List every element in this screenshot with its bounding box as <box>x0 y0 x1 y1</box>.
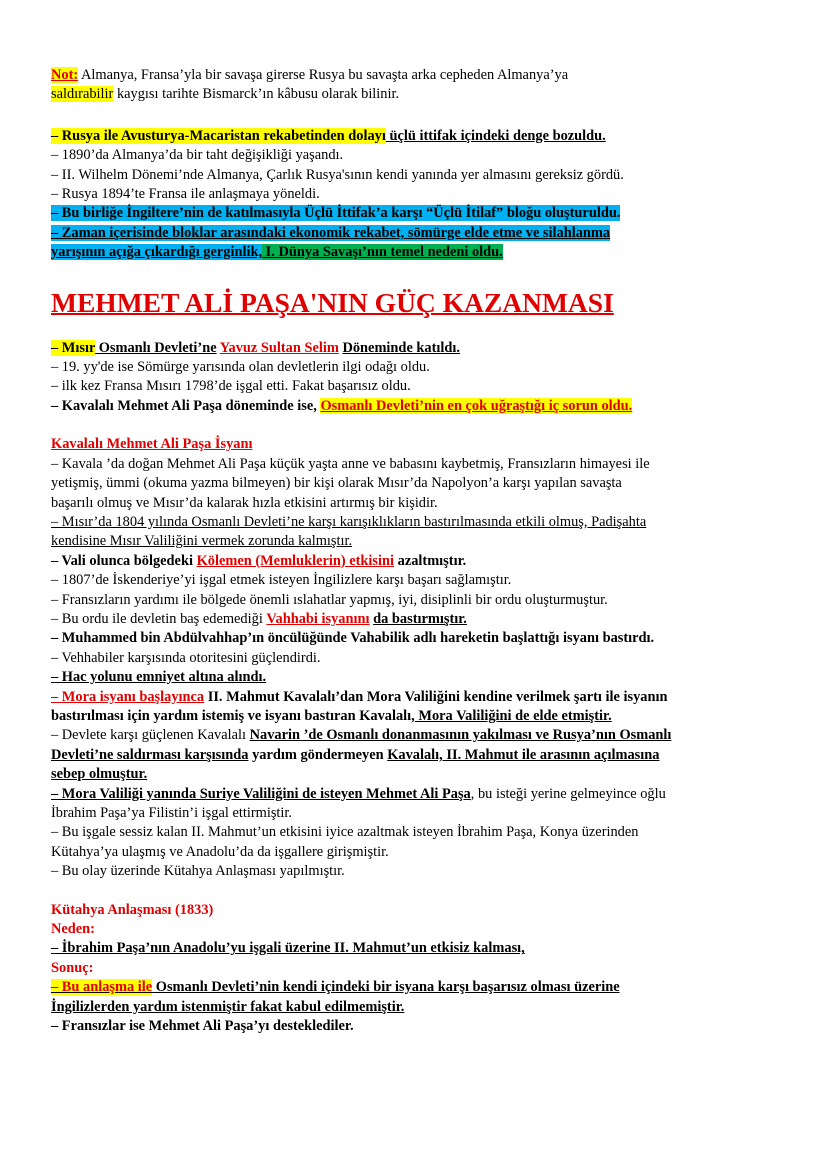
result-label: Sonuç: <box>51 959 94 976</box>
revolt-text: da bastırmıştır. <box>373 610 467 627</box>
egypt-line-3: – ilk kez Fransa Mısırı 1798’de işgal etti. Fakat başarısız oldu. <box>51 378 411 395</box>
reason-label: Neden: <box>51 921 95 938</box>
revolt-line <box>51 707 768 726</box>
revolt-text: II. Mahmut Kavalalı’dan Mora Valiliğini kendine verilmek şartı ile isyanın <box>204 688 668 705</box>
revolt-line <box>51 726 768 745</box>
revolt-line <box>51 785 768 804</box>
revolt-text: bastırılması için yardım istemiş ve isyanı bastıran Kavalalı, <box>51 707 415 724</box>
revolt-heading: Kavalalı Mehmet Ali Paşa İsyanı <box>51 436 253 453</box>
spacer <box>51 263 768 282</box>
egypt-highlight-2: Osmanlı Devleti’nin en çok uğraştığı iç sorun oldu. <box>320 397 633 414</box>
egypt-line-4 <box>51 397 768 416</box>
kolemen-text: Kölemen (Memluklerin) etkisini <box>196 552 395 569</box>
revolt-line <box>51 688 768 707</box>
reason-line: – İbrahim Paşa’nın Anadolu’yu işgali üzerine II. Mahmut’un etkisiz kalması, <box>51 940 525 957</box>
note-line-1 <box>51 66 768 85</box>
revolt-line: – Vehhabiler karşısında otoritesini güçlendirdi. <box>51 649 321 666</box>
spacer <box>51 416 768 435</box>
rivalry-line-4: – Rusya 1894’te Fransa ile anlaşmaya yöneldi. <box>51 186 320 203</box>
yavuz-name: Yavuz Sultan Selim <box>219 339 339 356</box>
revolt-line: Kütahya’ya ulaşmış ve Anadolu’da da işgallere girişmiştir. <box>51 843 389 860</box>
revolt-line: – Fransızların yardımı ile bölgede önemli ıslahatlar yapmış, iyi, disiplinli bir ordu oluşturmuştur. <box>51 591 608 608</box>
revolt-text: Devleti’ne saldırması karşısında <box>51 746 249 763</box>
ww1-highlight-b: yarışının açığa çıkardığı gerginlik, <box>51 244 263 261</box>
revolt-text: Mora Valiliğini de elde etmiştir. <box>414 707 612 724</box>
egypt-line-2: – 19. yy'de ise Sömürge yarısında olan devletlerin ilgi odağı oldu. <box>51 359 430 376</box>
vahhabi-text: Vahhabi isyanını <box>266 610 370 627</box>
rivalry-line-2: – 1890’da Almanya’da bir taht değişikliği yaşandı. <box>51 147 344 164</box>
revolt-line: – Hac yolunu emniyet altına alındı. <box>51 669 267 686</box>
result-highlight: – Bu anlaşma ile <box>51 979 153 996</box>
kutahya-heading: Kütahya Anlaşması (1833) <box>51 901 214 918</box>
rivalry-underline: üçlü ittifak içindeki denge bozuldu. <box>385 127 606 144</box>
entente-highlight: – Bu birliğe İngiltere’nin de katılmasıyla Üçlü İttifak’a karşı “Üçlü İtilaf” bloğu oluşturuldu. <box>51 205 621 222</box>
revolt-line <box>51 552 768 571</box>
revolt-text: – Bu ordu ile devletin baş edemediği <box>51 610 263 627</box>
revolt-text: – Vali olunca bölgedeki <box>51 552 193 569</box>
revolt-text: azaltmıştır. <box>397 552 467 569</box>
note-line-2 <box>51 85 768 104</box>
egypt-highlight: – Mısır <box>51 339 96 356</box>
revolt-line <box>51 746 768 765</box>
note-text-2: kaygısı tarihte Bismarck’ın kâbusu olarak bilinir. <box>113 86 400 103</box>
mora-text: – Mora isyanı başlayınca <box>51 688 205 705</box>
page-title: MEHMET ALİ PAŞA'NIN GÜÇ KAZANMASI <box>51 286 614 318</box>
note-text: Almanya, Fransa’yla bir savaşa girerse Rusya bu savaşta arka cepheden Almanya’ya <box>78 67 569 83</box>
revolt-line: yetişmiş, ümmi (okuma yazma bilmeyen) bir kişi olarak Mısır’da Napolyon’a karşı yapılan savaşta <box>51 475 622 492</box>
ww1-highlight-c: I. Dünya Savaşı’nın temel nedeni oldu. <box>262 244 503 261</box>
revolt-text: – Devlete karşı güçlenen Kavalalı <box>51 727 246 744</box>
result-text: Osmanlı Devleti’nin kendi içindeki bir isyana karşı başarısız olması üzerine <box>152 979 620 996</box>
rivalry-line-3: – II. Wilhelm Dönemi’nde Almanya, Çarlık Rusya'sının kendi yanında yer almasını gereksiz gördü. <box>51 166 624 183</box>
revolt-text: Kavalalı, II. Mahmut ile arasının açılmasına <box>387 746 660 763</box>
revolt-line: – 1807’de İskenderiye’yi işgal etmek isteyen İngilizlere karşı başarı sağlamıştır. <box>51 572 512 589</box>
revolt-line: – Mısır’da 1804 yılında Osmanlı Devleti’ne karşı karışıklıkların bastırılmasında etkili olmuş, Padişahta <box>51 513 647 530</box>
egypt-line-1 <box>51 339 768 358</box>
revolt-line: sebep olmuştur. <box>51 766 148 783</box>
revolt-text: Navarin ’de Osmanlı donanmasının yakılması ve Rusya’nın Osmanlı <box>249 727 672 744</box>
egypt-text: Osmanlı Devleti’ne <box>95 339 217 356</box>
spacer <box>51 105 768 127</box>
spacer <box>51 320 768 339</box>
revolt-line: – Bu olay üzerinde Kütahya Anlaşması yapılmıştır. <box>51 863 345 880</box>
revolt-text: yardım göndermeyen <box>248 746 384 763</box>
rivalry-line-6 <box>51 224 768 243</box>
revolt-text: , bu isteği yerine gelmeyince oğlu <box>470 785 666 802</box>
revolt-line: başarılı olmuş ve Mısır’da kalarak hızla etkisini artırmış bir kişidir. <box>51 494 438 511</box>
rivalry-highlight: – Rusya ile Avusturya-Macaristan rekabetinden dolayı <box>51 127 386 144</box>
note-label: Not: <box>51 67 79 83</box>
rivalry-line-1 <box>51 127 768 146</box>
rivalry-line-5 <box>51 204 768 223</box>
egypt-text-3: – Kavalalı Mehmet Ali Paşa döneminde ise, <box>51 397 317 414</box>
result-line: – Fransızlar ise Mehmet Ali Paşa’yı desteklediler. <box>51 1018 354 1035</box>
revolt-line: kendisine Mısır Valiliğini vermek zorunda kalmıştır. <box>51 533 353 550</box>
ww1-highlight-a: – Zaman içerisinde bloklar arasındaki ekonomik rekabet, sömürge elde etme ve silahlanma <box>51 224 611 241</box>
revolt-line <box>51 610 768 629</box>
note-highlight: saldırabilir <box>51 86 114 103</box>
revolt-line: – Kavala ’da doğan Mehmet Ali Paşa küçük yaşta anne ve babasını kaybetmiş, Fransızların himayesi ile <box>51 455 650 472</box>
revolt-text: – Mora Valiliği yanında Suriye Valiliğini de isteyen Mehmet Ali Paşa <box>51 785 471 802</box>
rivalry-line-7 <box>51 243 768 262</box>
revolt-line: – Muhammed bin Abdülvahhap’ın öncülüğünde Vahabilik adlı hareketin başlattığı isyanı bastırdı. <box>51 630 655 647</box>
egypt-text-2: Döneminde katıldı. <box>342 339 461 356</box>
revolt-line: İbrahim Paşa’ya Filistin’i işgal ettirmiştir. <box>51 805 293 821</box>
result-line <box>51 978 768 997</box>
result-line: İngilizlerden yardım istenmiştir fakat kabul edilmemiştir. <box>51 998 405 1015</box>
spacer <box>51 882 768 901</box>
revolt-line: – Bu işgale sessiz kalan II. Mahmut’un etkisini iyice azaltmak isteyen İbrahim Paşa, Konya üzerinden <box>51 824 639 841</box>
